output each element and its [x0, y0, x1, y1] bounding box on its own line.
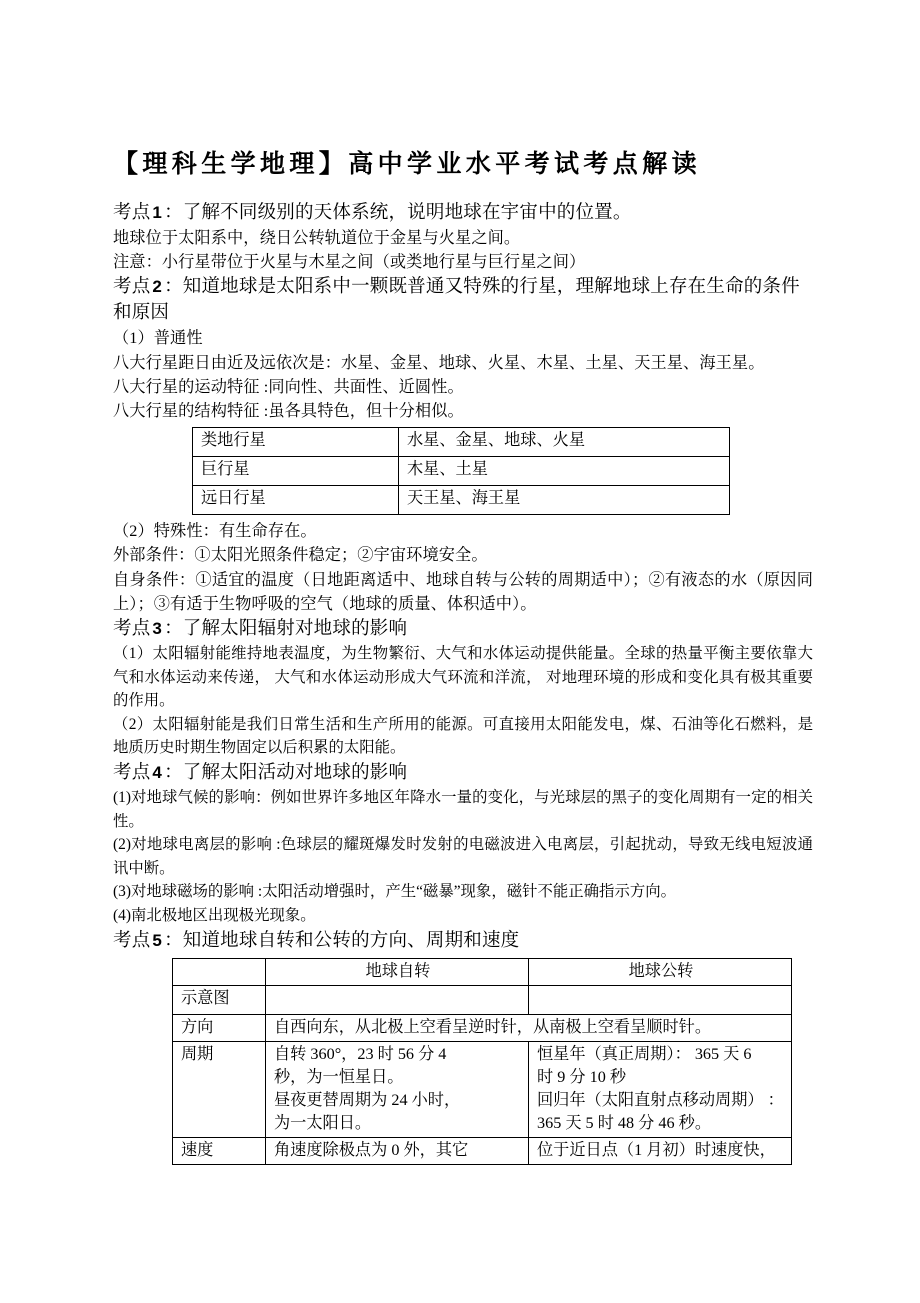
paragraph: （2）特殊性：有生命存在。	[113, 522, 317, 541]
earth-motion-table	[172, 958, 792, 1165]
paragraph: (4)南北极地区出现极光现象。	[113, 906, 316, 924]
section-heading-5-number: 5	[152, 930, 163, 950]
motion-row-label-direction: 方向	[173, 1014, 266, 1041]
cell-line: 自转 360°，23 时 56 分 4	[274, 1044, 447, 1063]
motion-direction-merged-cell: 自西向东，从北极上空看呈逆时针，从南极上空看呈顺时针。	[266, 1014, 792, 1041]
section-heading-3-text: ：了解太阳辐射对地球的影响	[164, 619, 408, 640]
page-title: 【理科生学地理】高中学业水平考试考点解读	[113, 151, 702, 178]
table-row	[193, 486, 730, 515]
paragraph: （1）普通性	[113, 329, 203, 348]
cell-line: 昼夜更替周期为 24 小时，	[274, 1090, 461, 1109]
section-heading-2	[113, 274, 813, 326]
motion-period-rotation-cell	[266, 1041, 529, 1137]
planet-category-cell: 远日行星	[193, 486, 399, 515]
planet-members-cell: 水星、金星、地球、火星	[399, 428, 730, 457]
motion-row-label-speed: 速度	[173, 1137, 266, 1164]
section-heading-2-prefix: 考点	[113, 277, 151, 298]
planet-members-cell: 木星、土星	[399, 457, 730, 486]
table-row	[173, 1014, 792, 1041]
planet-members-cell: 天王星、海王星	[399, 486, 730, 515]
paragraph: 八大行星的结构特征 :虽各具特色，但十分相似。	[113, 402, 464, 421]
section-heading-1	[113, 200, 813, 226]
table-row	[173, 1137, 792, 1164]
cell-line: 365 天 5 时 48 分 46 秒。	[537, 1113, 712, 1132]
cell-line: 为一太阳日。	[274, 1113, 372, 1132]
section-heading-5-text: ：知道地球自转和公转的方向、周期和速度	[164, 930, 520, 951]
paragraph: 地球位于太阳系中，绕日公转轨道位于金星与火星之间。	[113, 229, 521, 247]
table-row	[193, 428, 730, 457]
motion-header-rotation-cell: 地球自转	[266, 958, 529, 985]
section-heading-3-number: 3	[152, 619, 163, 639]
section-heading-3-prefix: 考点	[113, 619, 151, 640]
section-heading-1-prefix: 考点	[113, 203, 151, 223]
cell-line: 位于近日点（1 月初）时速度快，	[537, 1140, 776, 1159]
document-body	[113, 148, 813, 1165]
section-heading-2-number: 2	[152, 277, 163, 297]
cell-line: 时 9 分 10 秒	[537, 1067, 627, 1086]
motion-speed-revolution-cell	[529, 1137, 792, 1164]
paragraph: 注意：小行星带位于火星与木星之间（或类地行星与巨行星之间）	[113, 253, 586, 272]
cell-line: 恒星年（真正周期）： 365 天 6	[537, 1044, 752, 1063]
motion-header-label-cell	[173, 958, 266, 985]
planet-category-cell: 巨行星	[193, 457, 399, 486]
motion-header-revolution-cell: 地球公转	[529, 958, 792, 985]
table-row	[193, 457, 730, 486]
table-row	[173, 1041, 792, 1137]
motion-diagram-revolution-cell	[529, 985, 792, 1014]
section-heading-4	[113, 760, 813, 786]
section-heading-5	[113, 928, 813, 954]
motion-period-revolution-cell	[529, 1041, 792, 1137]
section-heading-1-number: 1	[152, 203, 163, 222]
planet-classification-table	[192, 427, 730, 515]
cell-line: 回归年（太阳直射点移动周期） ：	[537, 1090, 784, 1109]
paragraph: （1）太阳辐射能维持地表温度，为生物繁衍、大气和水体运动提供能量。全球的热量平衡主要依靠大气和水体运动来传递， 大气和水体运动形成大气环流和洋流， 对地理环境的形成和变化具有极其重要的作用。	[113, 645, 813, 710]
table-row	[173, 985, 792, 1014]
section-heading-2-text: ：知道地球是太阳系中一颗既普通又特殊的行星，理解地球上存在生命的条件和原因	[113, 277, 800, 324]
motion-row-label-period: 周期	[173, 1041, 266, 1137]
section-heading-5-prefix: 考点	[113, 930, 151, 951]
paragraph: 八大行星的运动特征 :同向性、共面性、近圆性。	[113, 377, 464, 396]
section-heading-4-prefix: 考点	[113, 763, 151, 783]
paragraph: (1)对地球气候的影响：例如世界许多地区年降水一量的变化，与光球层的黑子的变化周期有一定的相关性。	[113, 789, 813, 830]
motion-row-label-diagram: 示意图	[173, 985, 266, 1014]
cell-line: 秒，为一恒星日。	[274, 1067, 404, 1086]
section-heading-4-text: ：了解太阳活动对地球的影响	[164, 763, 408, 783]
paragraph: 八大行星距日由近及远依次是：水星、金星、地球、火星、木星、土星、天王星、海王星。	[113, 353, 765, 372]
paragraph: （2）太阳辐射能是我们日常生活和生产所用的能源。可直接用太阳能发电，煤、石油等化石燃料，是地质历史时期生物固定以后积累的太阳能。	[113, 715, 813, 757]
section-heading-1-text: ：了解不同级别的天体系统，说明地球在宇宙中的位置。	[164, 203, 632, 223]
paragraph: (3)对地球磁场的影响 :太阳活动增强时，产生“磁暴”现象，磁针不能正确指示方向。	[113, 883, 677, 901]
section-heading-3	[113, 616, 813, 642]
paragraph: (2)对地球电离层的影响 :色球层的耀斑爆发时发射的电磁波进入电离层，引起扰动，导致无线电短波通讯中断。	[113, 836, 813, 877]
section-heading-4-number: 4	[152, 763, 163, 782]
motion-diagram-rotation-cell	[266, 985, 529, 1014]
paragraph: 自身条件：①适宜的温度（日地距离适中、地球自转与公转的周期适中）；②有液态的水（原因同上）；③有适于生物呼吸的空气（地球的质量、体积适中）。	[113, 570, 813, 613]
motion-speed-rotation-cell	[266, 1137, 529, 1164]
table-header-row	[173, 958, 792, 985]
cell-line: 角速度除极点为 0 外，其它	[274, 1140, 469, 1159]
planet-category-cell: 类地行星	[193, 428, 399, 457]
paragraph: 外部条件：①太阳光照条件稳定；②宇宙环境安全。	[113, 546, 488, 565]
